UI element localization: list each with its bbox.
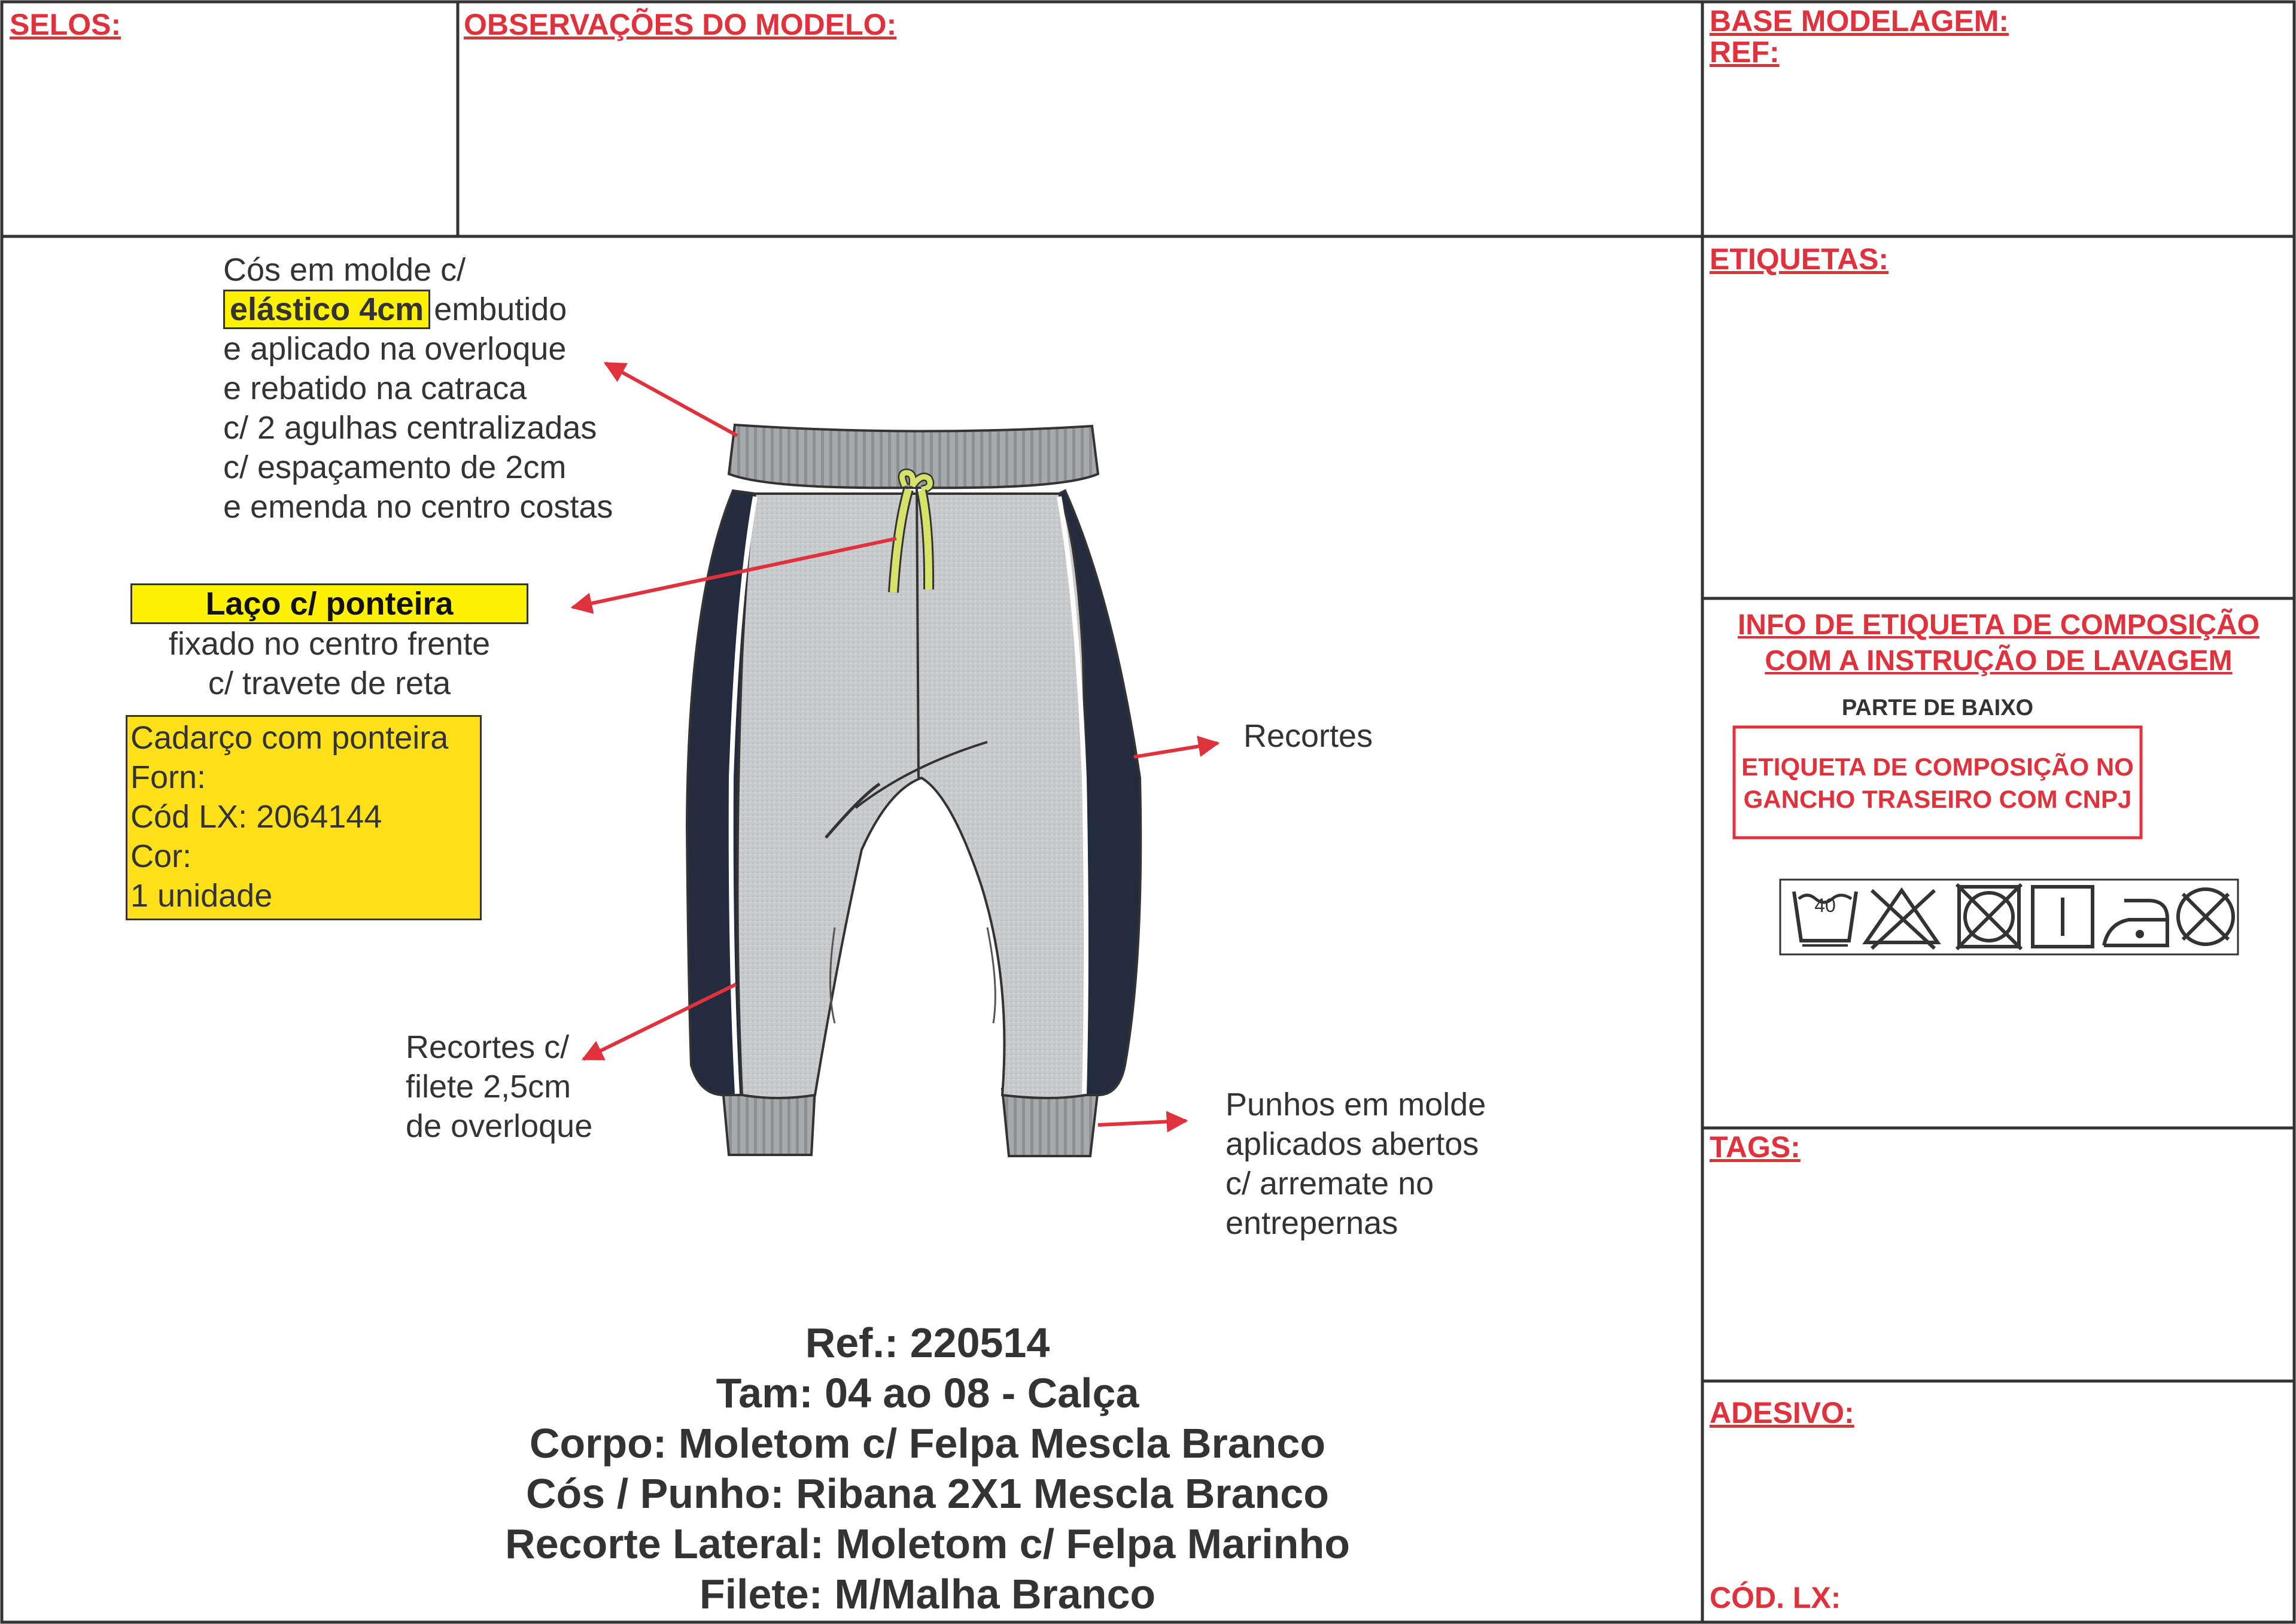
punhos-line4: entrepernas	[1225, 1205, 1398, 1241]
composition-line2: GANCHO TRASEIRO COM CNPJ	[1743, 785, 2132, 813]
composition-line1: ETIQUETA DE COMPOSIÇÃO NO	[1741, 753, 2134, 781]
line-dry-icon	[2033, 887, 2093, 947]
spec-recorte: Recorte Lateral: Moletom c/ Felpa Marinho	[505, 1520, 1350, 1567]
info-title-line1: INFO DE ETIQUETA DE COMPOSIÇÃO	[1737, 609, 2260, 641]
composition-text	[1734, 751, 2141, 816]
elastic-highlight: elástico 4cm	[223, 290, 430, 329]
etiquetas-label: ETIQUETAS:	[1710, 242, 1889, 276]
parte-de-baixo-label: PARTE DE BAIXO	[1841, 695, 2034, 720]
cos-line4: e rebatido na catraca	[223, 370, 527, 406]
punhos-line2: aplicados abertos	[1225, 1126, 1479, 1162]
arrow-recortes	[1134, 743, 1218, 757]
laco-title: Laço c/ ponteira	[130, 583, 528, 624]
recortes-filete-note	[406, 1027, 592, 1146]
arrow-cos	[606, 363, 737, 436]
observacoes-label: OBSERVAÇÕES DO MODELO:	[464, 8, 897, 41]
laco-line1: fixado no centro frente	[168, 626, 491, 662]
cos-line2-rest: embutido	[434, 291, 567, 327]
no-dry-clean-icon	[2178, 889, 2233, 944]
adesivo-label: ADESIVO:	[1710, 1396, 1854, 1430]
pants-body	[738, 494, 1087, 1098]
recortes-filete-line1: Recortes c/	[406, 1029, 570, 1065]
care-symbols-panel	[1780, 880, 2238, 954]
punhos-line1: Punhos em molde	[1225, 1087, 1486, 1123]
recortes-filete-line3: de overloque	[406, 1108, 593, 1144]
cos-line6: c/ espaçamento de 2cm	[223, 449, 567, 485]
cadarco-line1: Cadarço com ponteira	[130, 720, 449, 756]
cos-line1: Cós em molde c/	[223, 252, 466, 288]
selos-label: SELOS:	[10, 8, 121, 41]
no-tumble-dry-icon	[1957, 884, 2021, 949]
no-bleach-icon	[1866, 890, 1938, 948]
tags-label: TAGS:	[1710, 1130, 1801, 1164]
iron-low-icon	[2104, 901, 2167, 945]
recortes-note: Recortes	[1243, 718, 1373, 754]
info-title-line2: COM A INSTRUÇÃO DE LAVAGEM	[1765, 645, 2233, 677]
base-modelagem-label: BASE MODELAGEM:	[1710, 4, 2009, 38]
spec-corpo: Corpo: Moletom c/ Felpa Mescla Branco	[529, 1420, 1326, 1467]
cos-line3: e aplicado na overloque	[223, 331, 567, 367]
cod-lx-label: CÓD. LX:	[1710, 1581, 1841, 1614]
spec-tam: Tam: 04 ao 08 - Calça	[716, 1370, 1139, 1416]
cos-note	[223, 250, 613, 527]
cadarco-note	[130, 718, 448, 916]
info-title	[1708, 607, 2289, 679]
spec-block	[359, 1318, 1496, 1619]
laco-note	[130, 624, 528, 703]
punhos-note	[1225, 1085, 1486, 1243]
punhos-line3: c/ arremate no	[1225, 1166, 1434, 1202]
arrow-punhos	[1098, 1121, 1186, 1125]
pants-illustration	[687, 425, 1141, 1156]
cos-line5: c/ 2 agulhas centralizadas	[223, 410, 597, 446]
recortes-filete-line2: filete 2,5cm	[406, 1069, 571, 1105]
cadarco-line3: Cód LX: 2064144	[130, 799, 382, 835]
cadarco-line5: 1 unidade	[130, 878, 273, 914]
spec-ref: Ref.: 220514	[805, 1319, 1050, 1366]
cadarco-line2: Forn:	[130, 759, 206, 795]
cadarco-line4: Cor:	[130, 838, 192, 874]
laco-line2: c/ travete de reta	[208, 665, 451, 701]
wash-temp-label: 40	[1814, 895, 1836, 916]
cos-line7: e emenda no centro costas	[223, 489, 613, 525]
spec-filete: Filete: M/Malha Branco	[699, 1571, 1156, 1617]
ref-label: REF:	[1710, 35, 1780, 69]
spec-cos-punho: Cós / Punho: Ribana 2X1 Mescla Branco	[526, 1470, 1329, 1517]
